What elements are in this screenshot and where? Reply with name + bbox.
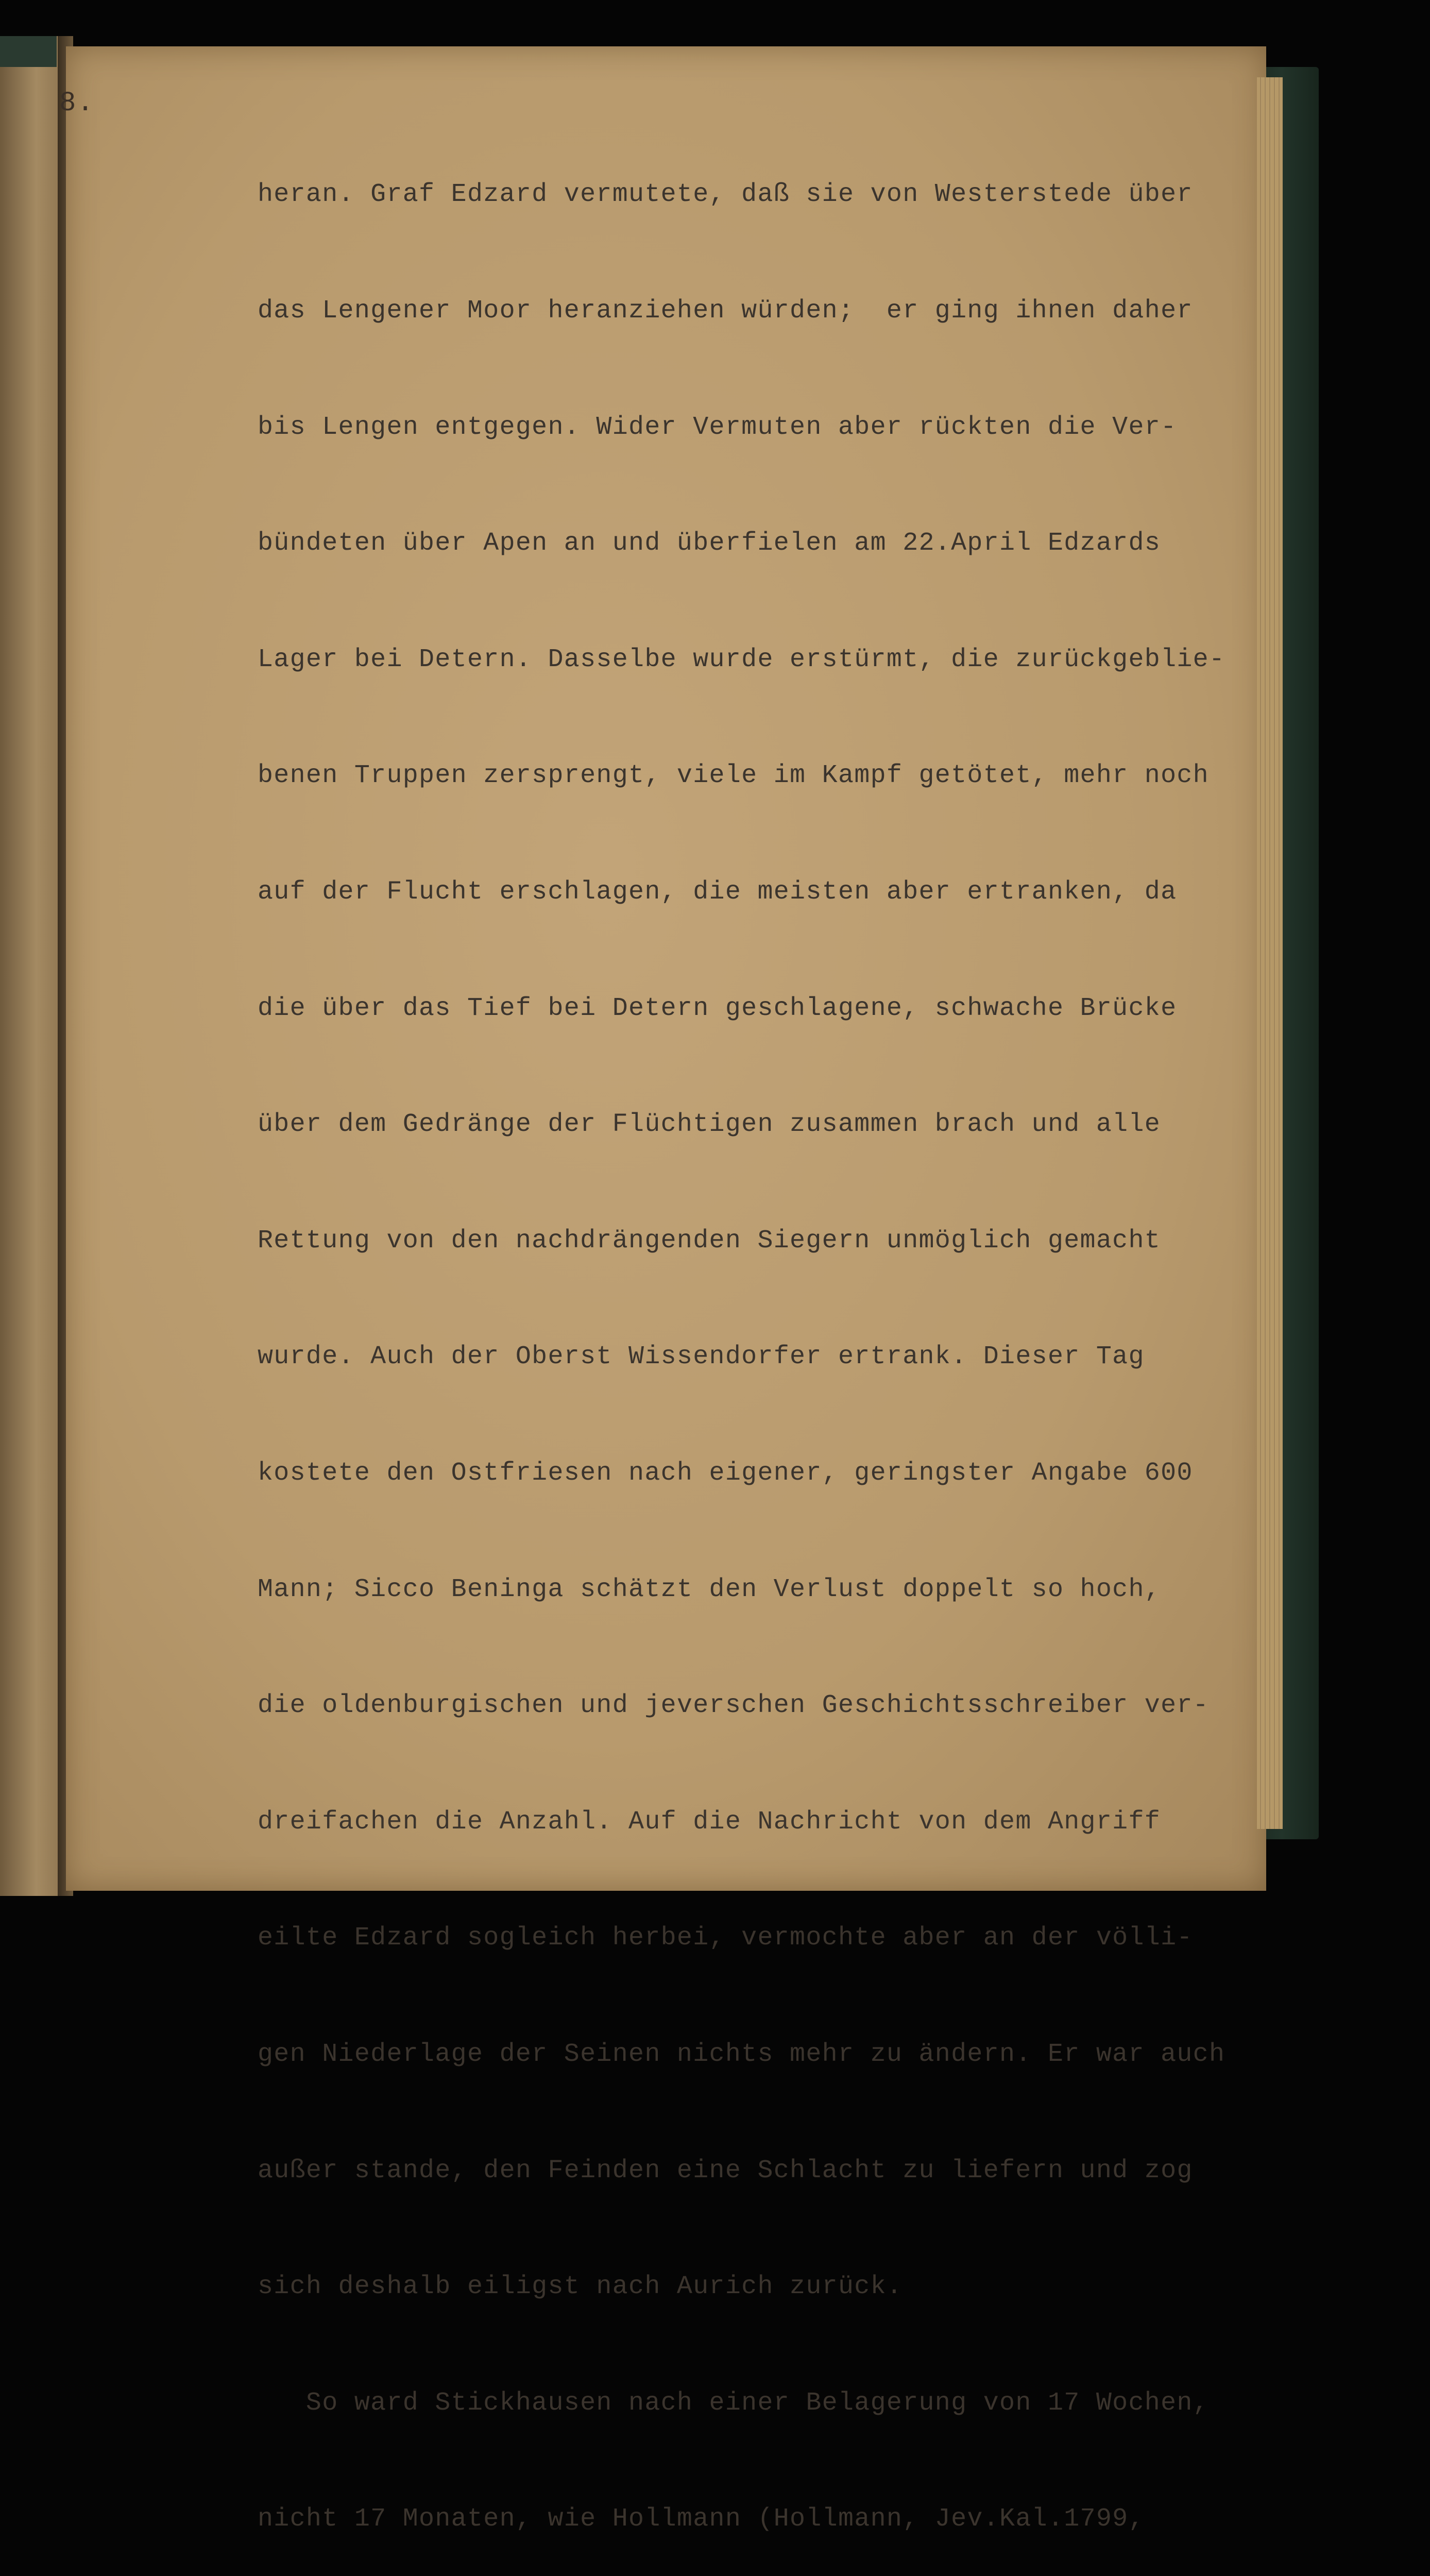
text-line: das Lengener Moor heranziehen würden; er ging ihnen daher — [258, 296, 1193, 326]
facing-page-edge — [0, 36, 66, 1896]
text-line: heran. Graf Edzard vermutete, daß sie von Westerstede über — [258, 180, 1193, 210]
text-line: die oldenburgischen und jeverschen Geschichtsschreiber ver- — [258, 1691, 1209, 1721]
text-line: bis Lengen entgegen. Wider Vermuten aber rückten die Ver- — [258, 412, 1177, 442]
text-line: sich deshalb eiligst nach Aurich zurück. — [258, 2272, 903, 2302]
text-line: kostete den Ostfriesen nach eigener, geringster Angabe 600 — [258, 1458, 1193, 1488]
text-line: eilte Edzard sogleich herbei, vermochte aber an der völli- — [258, 1923, 1193, 1953]
text-line: außer stande, den Feinden eine Schlacht zu liefern und zog — [258, 2156, 1193, 2185]
text-line: dreifachen die Anzahl. Auf die Nachricht von dem Angriff — [258, 1807, 1161, 1837]
text-line: bündeten über Apen an und überfielen am 22.April Edzards — [258, 529, 1161, 558]
typewritten-text — [258, 98, 1267, 2576]
text-line: gen Niederlage der Seinen nichts mehr zu ändern. Er war auch — [258, 2039, 1225, 2069]
text-line: wurde. Auch der Oberst Wissendorfer ertrank. Dieser Tag — [258, 1342, 1145, 1372]
text-line: benen Truppen zersprengt, viele im Kampf getötet, mehr noch — [258, 761, 1209, 791]
text-line: nicht 17 Monaten, wie Hollmann (Hollmann, Jev.Kal.1799, — [258, 2504, 1145, 2534]
text-line: Mann; Sicco Beninga schätzt den Verlust doppelt so hoch, — [258, 1574, 1161, 1604]
book-cover-corner — [0, 36, 57, 67]
text-line: auf der Flucht erschlagen, die meisten aber ertranken, da — [258, 877, 1177, 907]
text-line: Rettung von den nachdrängenden Siegern unmöglich gemacht — [258, 1226, 1161, 1256]
page-number: 8. — [59, 88, 95, 119]
text-line: So ward Stickhausen nach einer Belagerung von 17 Wochen, — [258, 2388, 1209, 2418]
text-line: Lager bei Detern. Dasselbe wurde erstürmt, die zurückgeblie- — [258, 645, 1225, 674]
text-line: über dem Gedränge der Flüchtigen zusammen brach und alle — [258, 1110, 1161, 1140]
text-line: die über das Tief bei Detern geschlagene, schwache Brücke — [258, 993, 1177, 1023]
